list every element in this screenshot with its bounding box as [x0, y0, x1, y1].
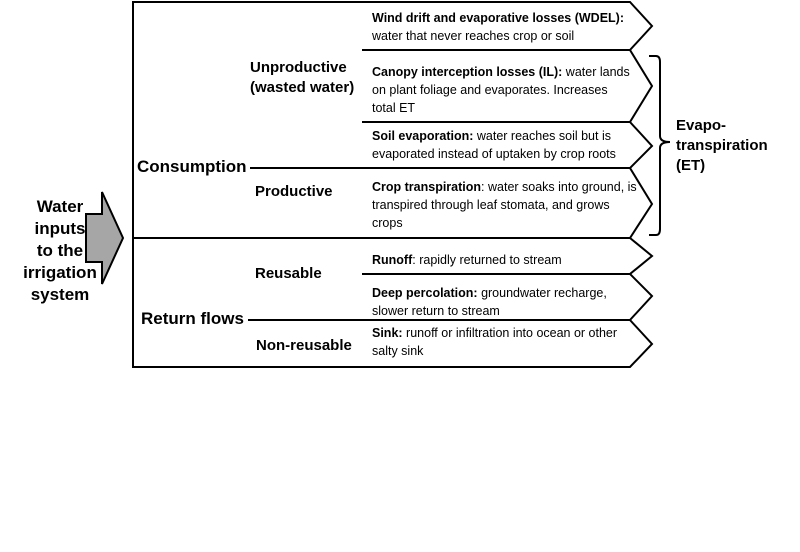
- soil-desc: water reaches soil but is evaporated instead of uptaken by crop roots: [372, 129, 616, 161]
- et-line: transpiration: [676, 137, 768, 154]
- deep-desc: groundwater recharge, slower return to stream: [372, 286, 607, 318]
- wdel-term: Wind drift and evaporative losses (WDEL):: [372, 11, 625, 25]
- wdel-item: [372, 9, 632, 45]
- et-line: (ET): [676, 157, 706, 174]
- input-label-line: system: [30, 285, 90, 304]
- unproductive-label: [250, 58, 354, 98]
- input-label-line: to the: [36, 241, 84, 260]
- deep-percolation-item: [372, 284, 630, 320]
- soil-term: Soil evaporation:: [372, 129, 474, 143]
- input-label-line: irrigation: [23, 263, 97, 282]
- wdel-desc: water that never reaches crop or soil: [372, 29, 575, 43]
- runoff-desc: : rapidly returned to stream: [412, 253, 562, 267]
- non-reusable-label: Non-reusable: [256, 337, 352, 354]
- reusable-label: Reusable: [255, 265, 322, 282]
- crop-item: [372, 178, 642, 232]
- consumption-label: Consumption: [137, 157, 247, 176]
- il-desc: water lands on plant foliage and evaporates. Increases total ET: [372, 65, 630, 115]
- productive-label: Productive: [255, 183, 333, 200]
- input-label-line: Water: [36, 197, 84, 216]
- deep-term: Deep percolation:: [372, 286, 478, 300]
- runoff-item: [372, 251, 630, 269]
- unproductive-line: (wasted water): [250, 79, 355, 96]
- water-inputs-label: [20, 196, 100, 306]
- il-item: [372, 63, 630, 117]
- sink-item: [372, 324, 630, 360]
- runoff-term: Runoff: [372, 253, 413, 267]
- sink-desc: runoff or infiltration into ocean or other salty sink: [372, 326, 618, 358]
- crop-term: Crop transpiration: [372, 180, 482, 194]
- input-label-line: inputs: [34, 219, 86, 238]
- et-line: Evapo-: [676, 117, 727, 134]
- soil-item: [372, 127, 642, 163]
- sink-term: Sink:: [372, 326, 403, 340]
- return-flows-label: Return flows: [141, 309, 244, 328]
- unproductive-line: Unproductive: [250, 59, 347, 76]
- il-term: Canopy interception losses (IL):: [372, 65, 563, 79]
- crop-desc: : water soaks into ground, is transpired through leaf stomata, and grows crops: [372, 180, 637, 230]
- et-label: [676, 116, 768, 176]
